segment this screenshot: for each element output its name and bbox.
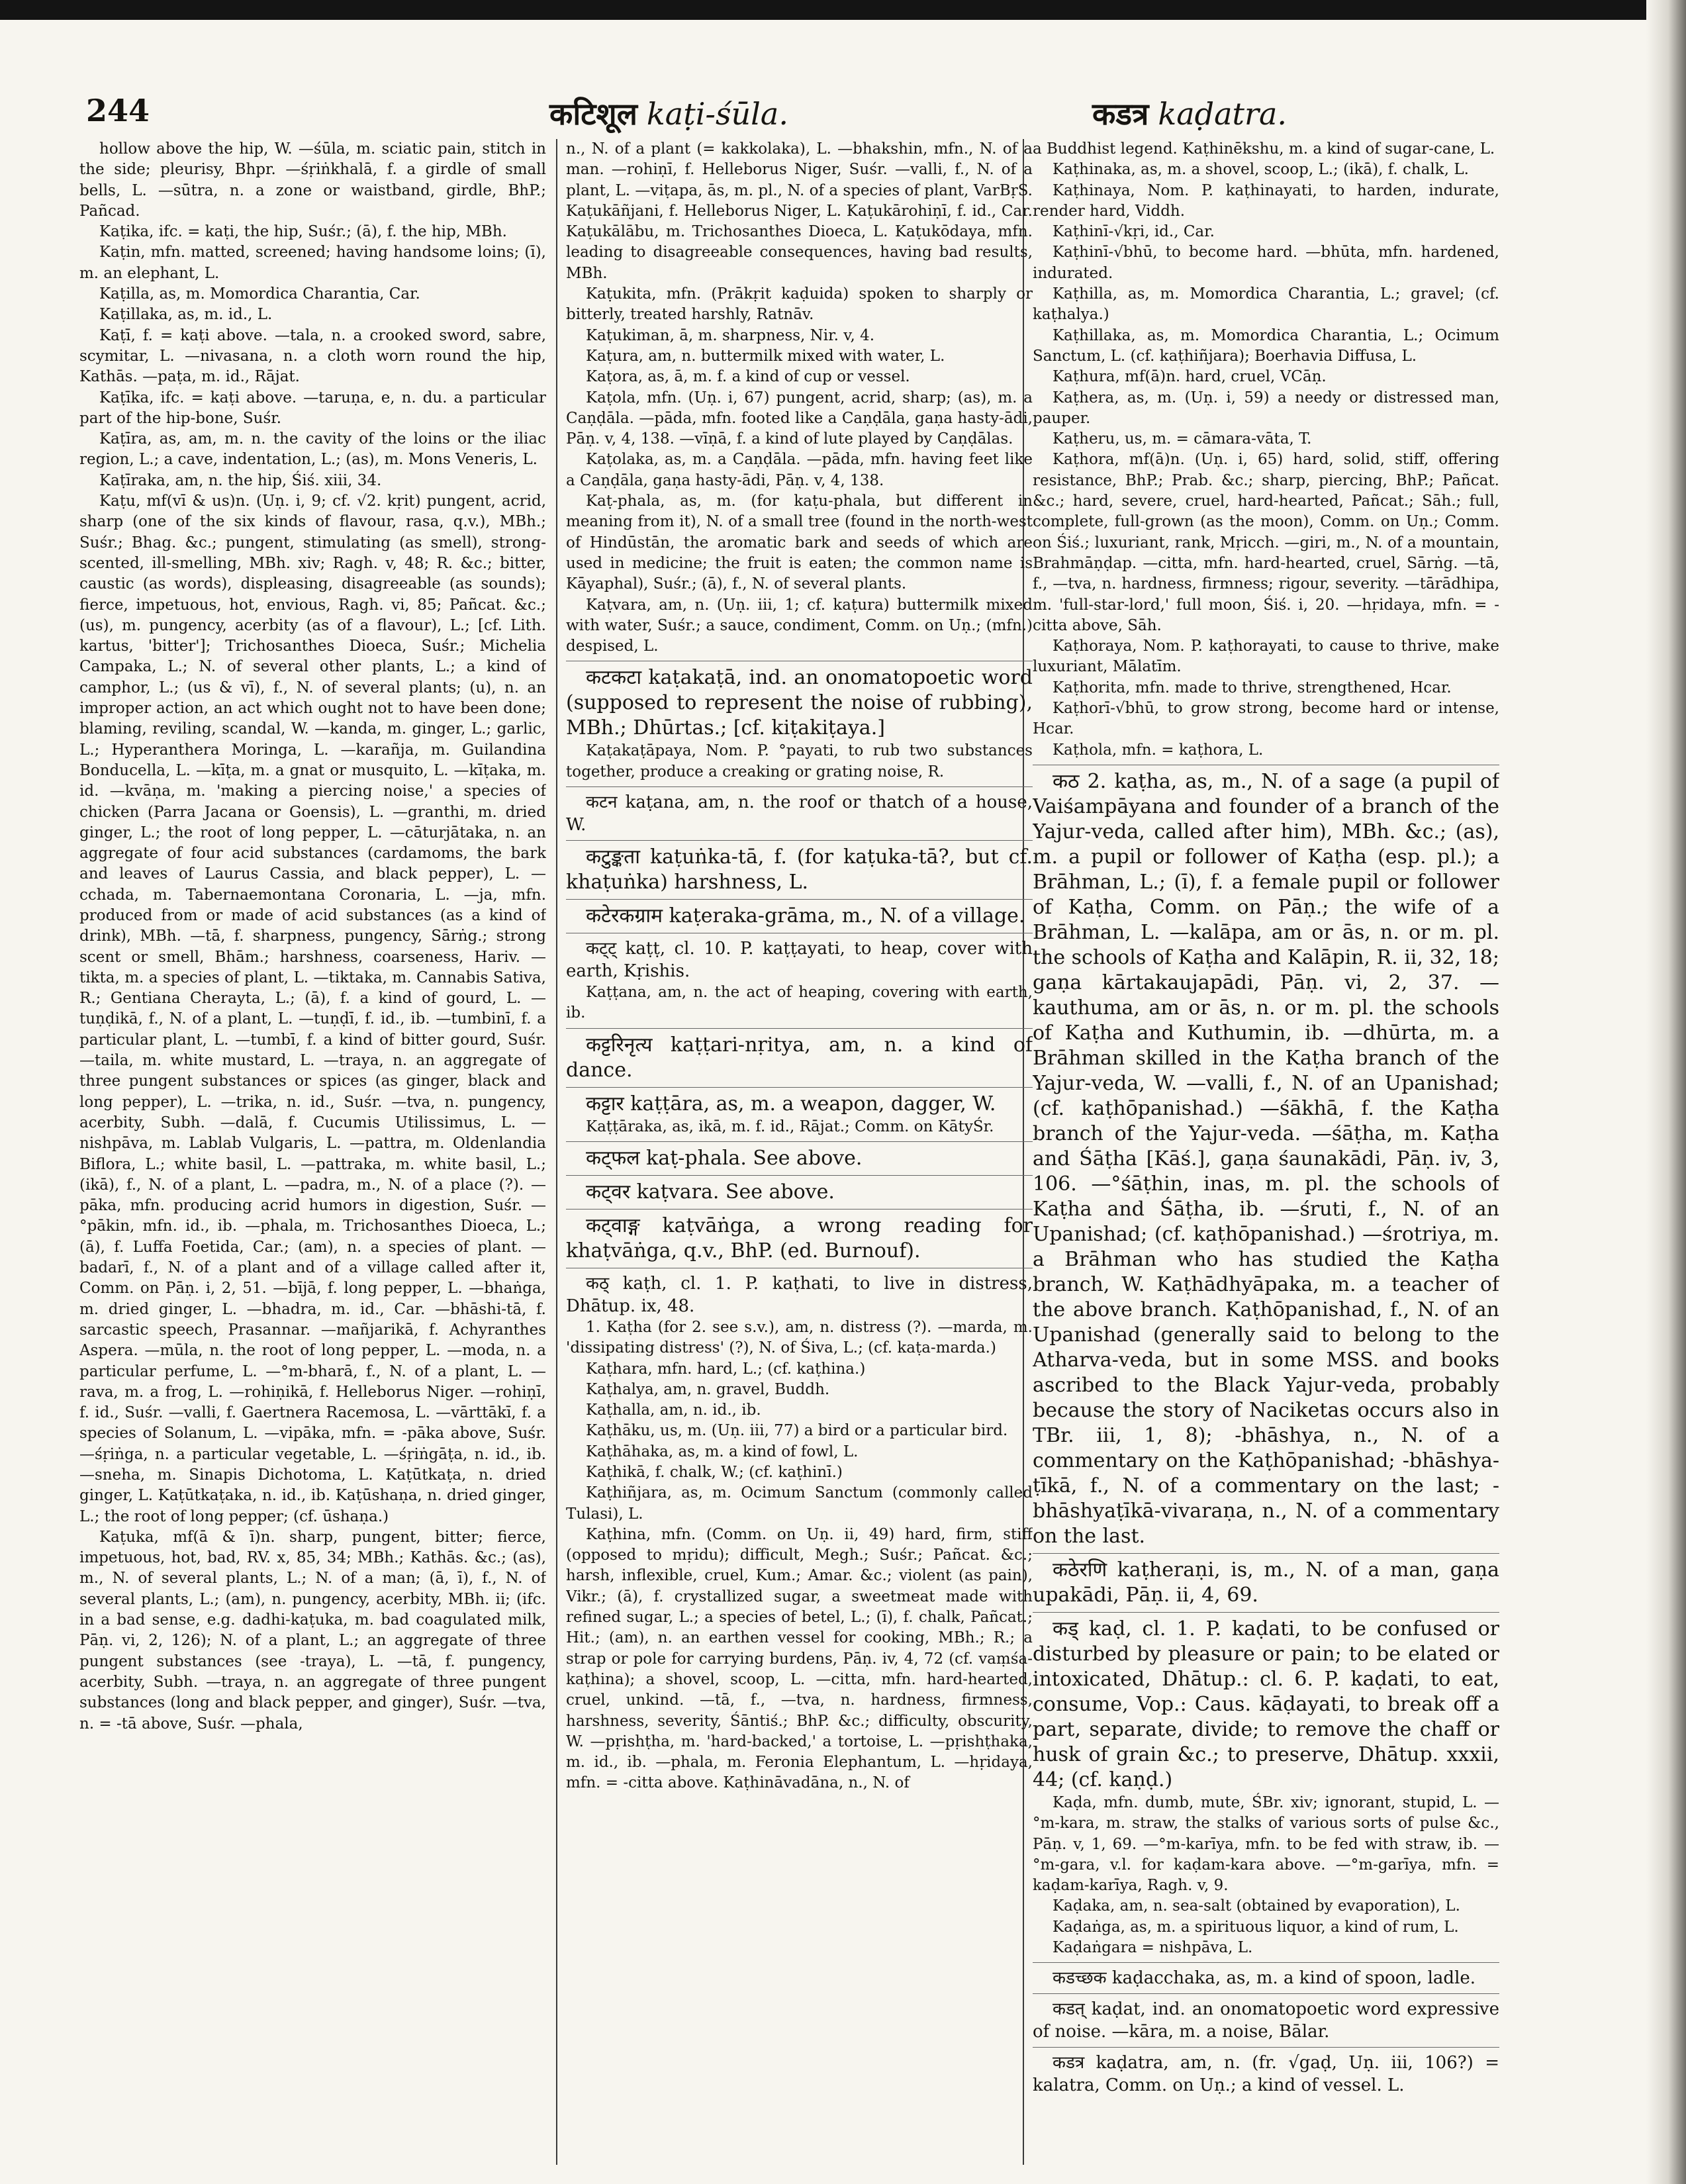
dictionary-entry: Kaṭhillaka, as, m. Momordica Charantia, L.; Ocimum Sanctum, L. (cf. kaṭhiñjara); Boerhavia Diffusa, L. <box>1033 326 1499 365</box>
dictionary-entry: a Buddhist legend. Kaṭhinēkshu, m. a kind of sugar-cane, L. <box>1033 140 1495 158</box>
dictionary-entry: कडत् kaḍat, ind. an onomatopoetic word expressive of noise. —kāra, m. a noise, Bālar. <box>1033 1993 1499 2043</box>
top-scan-border <box>0 0 1686 20</box>
dictionary-entry: कट्टार kaṭṭāra, as, m. a weapon, dagger, W. <box>566 1087 1033 1117</box>
dictionary-entry: Kaṭhinī-√bhū, to become hard. —bhūta, mfn. hardened, indurated. <box>1033 244 1499 282</box>
dictionary-entry: Kaṭolaka, as, m. a Caṇḍāla. —pāda, mfn. having feet like a Caṇḍāla, gaṇa hasty-ādi, Pāṇ. v, 4, 138. <box>566 451 1033 489</box>
dictionary-entry: Kaṭhorita, mfn. made to thrive, strengthened, Hcar. <box>1053 679 1452 696</box>
dictionary-entry: Kaṭhera, as, m. (Uṇ. i, 59) a needy or distressed man, pauper. <box>1033 389 1499 427</box>
dictionary-entry: Kaḍa, mfn. dumb, mute, ŚBr. xiv; ignorant, stupid, L. —°m-kara, m. straw, the stalks of various sorts of pulse &c., Pāṇ. v, 1, 69. —°m-karīya, mfn. to be fed with straw, ib. —°m-gara, v.l. for kaḍam-kara above. —°m-garīya, mfn. = kaḍam-karīya, Ragh. v, 9. <box>1033 1793 1499 1895</box>
dictionary-entry: कडत्र kaḍatra, am, n. (fr. √gaḍ, Uṇ. iii, 106?) = kalatra, Comm. on Uṇ.; a kind of vessel. L. <box>1033 2047 1499 2097</box>
dictionary-entry: कठ् kaṭh, cl. 1. P. kaṭhati, to live in distress, Dhātup. ix, 48. <box>566 1268 1033 1317</box>
dictionary-entry: Kaṭilla, as, m. Momordica Charantia, Car. <box>99 285 420 303</box>
dictionary-entry: Kaṭhalla, am, n. id., ib. <box>586 1401 761 1419</box>
dictionary-entry: Kaṭhinaya, Nom. P. kaṭhinayati, to harden, indurate, render hard, Viddh. <box>1033 181 1499 220</box>
dictionary-entry: Kaṭhilla, as, m. Momordica Charantia, L.; gravel; (cf. kaṭhalya.) <box>1033 285 1499 324</box>
dictionary-entry: Kaṭhara, mfn. hard, L.; (cf. kaṭhina.) <box>586 1360 866 1378</box>
dictionary-entry: Kaṭhina, mfn. (Comm. on Uṇ. ii, 49) hard, firm, stiff (opposed to mṛidu); difficult, Megh.; Suśr.; Pañcat. &c.; harsh, inflexible, cruel, Kum.; Amar. &c.; violent (as pain), Vikr.; (ā), f. crystallized sugar, a sweetmeat made with refined sugar, L.; a species of betel, L.; (ī), f. chalk, Pañcat.; Hit.; (am), n. an earthen vessel for cooking, MBh.; R.; a strap or pole for carrying burdens, Pāṇ. iv, 4, 72 (cf. vaṃśa-kaṭhina); a shovel, scoop, L. —citta, mfn. hard-hearted, cruel, unkind. —tā, f., —tva, n. hardness, firmness, harshness, severity, Śāntiś.; BhP. &c.; difficulty, obscurity, W. —pṛishṭha, m. 'hard-backed,' a tortoise, L. —pṛishṭhaka, m. id., ib. —phala, m. Feronia Elephantum, L. —hṛidaya, mfn. = -citta above. Kaṭhināvadāna, n., N. of <box>566 1525 1033 1792</box>
left-running-head <box>549 93 788 134</box>
right-running-head-translit: kaḍatra. <box>1158 96 1288 132</box>
dictionary-entry: Kaṭin, mfn. matted, screened; having handsome loins; (ī), m. an elephant, L. <box>79 244 546 282</box>
dictionary-entry: Kaṭvara, am, n. (Uṇ. iii, 1; cf. kaṭura) buttermilk mixed with water, Suśr.; a sauce, condiment, Comm. on Uṇ.; (mfn.) despised, L. <box>566 596 1033 655</box>
dictionary-entry: Kaṭuka, mf(ā & ī)n. sharp, pungent, bitter; fierce, impetuous, hot, bad, RV. x, 85, 34; MBh.; Kathās. &c.; (as), m., N. of several plants, L.; N. of a man; (ā, ī), f., N. of several plants, L.; (am), n. pungency, acerbity, MBh. ii; (ifc. in a bad sense, e.g. dadhi-kaṭuka, m. bad coagulated milk, Pāṇ. vi, 2, 126); N. of a plant, L.; an aggregate of three pungent substances (see -traya), L. —tā, f. pungency, acerbity, Subh. —traya, n. an aggregate of three pungent substances (long and black pepper, and ginger), Suśr. —tva, n. = -tā above, Suśr. —phala, <box>79 1528 546 1733</box>
dictionary-entry: Kaṭhāku, us, m. (Uṇ. iii, 77) a bird or a particular bird. <box>586 1422 1008 1440</box>
column-2 <box>566 139 1033 2165</box>
dictionary-entry: Kaṭhikā, f. chalk, W.; (cf. kaṭhinī.) <box>586 1463 843 1481</box>
dictionary-entry: कड् kaḍ, cl. 1. P. kaḍati, to be confused or disturbed by pleasure or pain; to be elated or intoxicated, Dhātup.: cl. 6. P. kaḍati, to eat, consume, Vop.: Caus. kāḍayati, to break off a part, separate, divide; to remove the chaff or husk of grain &c.; to preserve, Dhātup. xxxii, 44; (cf. kaṇḍ.) <box>1033 1612 1499 1793</box>
dictionary-entry: कट्वाङ्ग kaṭvāṅga, a wrong reading for khaṭvāṅga, q.v., BhP. (ed. Burnouf). <box>566 1209 1033 1264</box>
dictionary-entry: n., N. of a plant (= kakkolaka), L. —bhakshin, mfn., N. of a man. —rohiṇī, f. Helleborus Niger, Suśr. —valli, f., N. of a plant, L. —viṭapa, ās, m. pl., N. of a species of plant, VarBṛS. Kaṭukāñjani, f. Helleborus Niger, L. Kaṭukārohiṇī, f. id., Car. Kaṭukālābu, m. Trichosanthes Dioeca, L. Kaṭukōdaya, mfn. leading to disagreeable consequences, having bad results, MBh. <box>566 140 1033 282</box>
dictionary-entry: Kaṭhāhaka, as, m. a kind of fowl, L. <box>586 1443 859 1460</box>
dictionary-entry: Kaṭora, as, ā, m. f. a kind of cup or vessel. <box>586 368 910 386</box>
dictionary-entry: Kaṭukita, mfn. (Prākṛit kaḍuida) spoken to sharply or bitterly, treated harshly, Ratnāv. <box>566 285 1033 324</box>
dictionary-entry: hollow above the hip, W. —śūla, m. sciatic pain, stitch in the side; pleurisy, Bhpr. —śṛiṅkhalā, f. a girdle of small bells, L. —sūtra, n. a zone or waistband, girdle, BhP.; Pañcad. <box>79 140 546 220</box>
dictionary-entry: Kaṭhoraya, Nom. P. kaṭhorayati, to cause to thrive, make luxuriant, Mālatīm. <box>1033 638 1499 676</box>
dictionary-entry: कटकटा kaṭakaṭā, ind. an onomatopoetic word (supposed to represent the noise of rubbing), MBh.; Dhūrtas.; [cf. kiṭakiṭaya.] <box>566 661 1033 741</box>
dictionary-entry: Kaṭura, am, n. buttermilk mixed with water, L. <box>586 347 945 365</box>
dictionary-entry: Kaṭhora, mf(ā)n. (Uṇ. i, 65) hard, solid, stiff, offering resistance, BhP.; Prab. &c.; sharp, piercing, BhP.; Pañcat. &c.; hard, severe, cruel, hard-hearted, Pañcat.; Sāh.; full, complete, full-grown (as the moon), Comm. on Uṇ.; Comm. on Śiś.; luxuriant, rank, Mṛicch. —giri, m., N. of a mountain, Brahmāṇḍap. —citta, mfn. hard-hearted, cruel, Sārṅg. —tā, f., —tva, n. hardness, firmness; rigour, severity. —tārādhipa, m. 'full-star-lord,' full moon, Śiś. i, 20. —hṛidaya, mfn. = -citta above, Sāh. <box>1033 451 1499 634</box>
dictionary-entry: Kaṭhinī-√kṛi, id., Car. <box>1053 223 1215 241</box>
dictionary-entry: कट्वर kaṭvara. See above. <box>566 1175 1033 1205</box>
dictionary-entry: Kaṭheru, us, m. = cāmara-vāta, T. <box>1053 430 1312 448</box>
column-3 <box>1033 139 1499 2165</box>
dictionary-entry: कठेरणि kaṭheraṇi, is, m., N. of a man, gaṇa upakādi, Pāṇ. ii, 4, 69. <box>1033 1553 1499 1608</box>
column-divider-1 <box>556 139 557 2165</box>
dictionary-entry: Kaḍaṅgara = nishpāva, L. <box>1053 1938 1253 1956</box>
dictionary-entry: कट्टरिनृत्य kaṭṭari-nṛitya, am, n. a kind of dance. <box>566 1028 1033 1083</box>
dictionary-entry: कटन kaṭana, am, n. the roof or thatch of a house, W. <box>566 786 1033 836</box>
dictionary-entry: Kaḍaṅga, as, m. a spirituous liquor, a kind of rum, L. <box>1053 1918 1459 1936</box>
left-running-head-devanagari: कटिशूल <box>549 96 637 132</box>
dictionary-entry: Kaṭakaṭāpaya, Nom. P. °payati, to rub two substances together, produce a creaking or grating noise, R. <box>566 742 1033 781</box>
dictionary-entry: कट्ट् kaṭṭ, cl. 10. P. kaṭṭayati, to heap, cover with earth, Kṛishis. <box>566 933 1033 982</box>
dictionary-entry: Kaṭola, mfn. (Uṇ. i, 67) pungent, acrid, sharp; (as), m. a Caṇḍāla. —pāda, mfn. footed like a Caṇḍāla, gaṇa hasty-ādi, Pāṇ. v, 4, 138. —vīṇā, f. a kind of lute played by Caṇḍālas. <box>566 389 1033 448</box>
page-number: 244 <box>86 93 150 128</box>
dictionary-entry: Kaṭika, ifc. = kaṭi, the hip, Suśr.; (ā), f. the hip, MBh. <box>99 223 507 241</box>
dictionary-entry: Kaḍaka, am, n. sea-salt (obtained by evaporation), L. <box>1053 1897 1460 1915</box>
dictionary-entry: Kaṭhiñjara, as, m. Ocimum Sanctum (commonly called Tulasi), L. <box>566 1484 1033 1523</box>
dictionary-entry: Kaṭhura, mf(ā)n. hard, cruel, VCāṇ. <box>1053 368 1327 386</box>
dictionary-entry: Kaṭhinaka, as, m. a shovel, scoop, L.; (ikā), f. chalk, L. <box>1053 161 1469 179</box>
dictionary-entry: Kaṭhola, mfn. = kaṭhora, L. <box>1053 741 1264 759</box>
dictionary-entry: Kaṭu, mf(vī & us)n. (Uṇ. i, 9; cf. √2. kṛit) pungent, acrid, sharp (one of the six kinds of flavour, rasa, q.v.), MBh.; Suśr.; Bhag. &c.; pungent, stimulating (as smell), strong-scented, ill-smelling, MBh. xiv; Ragh. v, 48; R. &c.; bitter, caustic (as words), displeasing, disagreeable (as sounds); fierce, impetuous, hot, envious, Ragh. vi, 85; Pañcat. &c.; (us), m. pungency, acerbity (as of a flavour), L.; [cf. Lith. kartus, 'bitter']; Trichosanthes Dioeca, Suśr.; Michelia Campaka, L.; N. of several other plants, L.; a kind of camphor, L.; (us & vī), f., N. of several plants; (u), n. an improper action, an act which ought not to have been done; blaming, reviling, scandal, W. —kanda, m. ginger, L.; garlic, L.; Hyperanthera Moringa, L. —karañja, m. Guilandina Bonducella, L. —kīṭa, m. a gnat or musquito, L. —kīṭaka, m. id. —kvāṇa, m. 'making a piercing noise,' a species of chicken (Parra Jacana or Goensis), L. —granthi, m. dried ginger, L.; the root of long pepper, L. —cāturjātaka, n. an aggregate of four acid substances (cardamoms, the bark and leaves of Laurus Cassia, and black pepper), L. —cchada, m. Tabernaemontana Coronaria, L. —ja, mfn. produced from or made of acid substances (as a kind of drink), MBh. —tā, f. sharpness, pungency, Sārṅg.; strong scent or smell, Bhām.; harshness, coarseness, Hariv. —tikta, m. a species of plant, L. —tiktaka, m. Cannabis Sativa, R.; Gentiana Cherayta, L.; (ā), f. a kind of gourd, L. —tuṇḍikā, f., N. of a plant, L. —tuṇḍī, f. id., ib. —tumbinī, f. a particular plant, L. —tumbī, f. a kind of bitter gourd, Suśr. —taila, m. white mustard, L. —traya, n. an aggregate of three pungent substances or spices (as ginger, black and long pepper), L. —trika, n. id., Suśr. —tva, n. pungency, acerbity, Subh. —dalā, f. Cucumis Utilissimus, L. —nishpāva, m. Lablab Vulgaris, L. —pattra, m. Oldenlandia Biflora, L.; white basil, L. —pattraka, m. white basil, L.; (ikā), f., N. of a plant, L. —padra, m., N. of a place (?). —pāka, mfn. producing acrid humors in digestion, Suśr. —°pākin, mfn. id., ib. —phala, m. Trichosanthes Dioeca, L.; (ā), f. Luffa Foetida, Car.; (am), n. a species of plant. —badarī, f., N. of a plant and of a village called after it, Comm. on Pāṇ. i, 2, 51. —bījā, f. long pepper, L. —bhaṅga, m. dried ginger, L. —bhadra, m. id., Car. —bhāshi-tā, f. sarcastic speech, Prasannar. —mañjarikā, f. Achyranthes Aspera. —mūla, n. the root of long pepper, L. —moda, n. a particular perfume, L. —°m-bharā, f., N. of a plant, L. —rava, m. a frog, L. —rohiṇikā, f. Helleborus Niger. —rohiṇī, f. id., Suśr. —valli, f. Gaertnera Racemosa, L. —vārttākī, f. a species of Solanum, L. —vipāka, mfn. = -pāka above, Suśr. —śṛiṅga, n. a particular vegetable, L. —śṛiṅgāṭa, n. id., ib. —sneha, m. Sinapis Dichotoma, L. Kaṭūtkaṭa, n. dried ginger, L. Kaṭūtkaṭaka, n. id., ib. Kaṭūshaṇa, n. dried ginger, L.; the root of long pepper; (cf. ūshaṇa.) <box>79 493 546 1525</box>
dictionary-entry: Kaṭhorī-√bhū, to grow strong, become hard or intense, Hcar. <box>1033 700 1499 738</box>
dictionary-entry: Kaṭhalya, am, n. gravel, Buddh. <box>586 1380 830 1398</box>
dictionary-entry: Kaṭīka, ifc. = kaṭi above. —taruṇa, e, n. du. a particular part of the hip-bone, Suśr. <box>79 389 546 427</box>
column-1 <box>79 139 546 2165</box>
page-header <box>86 93 1609 139</box>
dictionary-entry: कट्फल kaṭ-phala. See above. <box>566 1141 1033 1171</box>
dictionary-entry: Kaṭukiman, ā, m. sharpness, Nir. v, 4. <box>586 326 875 344</box>
dictionary-entry: Kaṭṭana, am, n. the act of heaping, covering with earth, ib. <box>566 984 1033 1022</box>
dictionary-entry: Kaṭillaka, as, m. id., L. <box>99 306 273 324</box>
dictionary-entry: 1. Kaṭha (for 2. see s.v.), am, n. distress (?). —marda, m. 'dissipating distress' (?), N. of Śiva, L.; (cf. kaṭa-marda.) <box>566 1318 1033 1357</box>
left-running-head-translit: kaṭi-śūla. <box>646 96 788 132</box>
dictionary-entry: Kaṭī, f. = kaṭi above. —tala, n. a crooked sword, sabre, scymitar, L. —nivasana, n. a cloth worn round the hip, Kathās. —paṭa, m. id., Rājat. <box>79 326 546 386</box>
dictionary-entry: Kaṭṭāraka, as, ikā, m. f. id., Rājat.; Comm. on KātyŚr. <box>586 1117 994 1135</box>
dictionary-entry: कडच्छक kaḍacchaka, as, m. a kind of spoon, ladle. <box>1033 1962 1499 1989</box>
dictionary-entry: कटेरकग्राम kaṭeraka-grāma, m., N. of a village. <box>566 899 1033 929</box>
right-running-head-devanagari: कडत्र <box>1092 96 1149 132</box>
dictionary-entry: कठ 2. kaṭha, as, m., N. of a sage (a pupil of Vaiśampāyana and founder of a branch of the Yajur-veda, called after him), MBh. &c.; (as), m. a pupil or follower of Kaṭha (esp. pl.); a Brāhman, L.; (ī), f. a female pupil or follower of Kaṭha, Comm. on Pāṇ.; the wife of a Brāhman, L. —kalāpa, am or ās, n. or m. pl. the schools of Kaṭha and Kalāpin, R. ii, 32, 18; gaṇa kārtakaujapādi, Pāṇ. vi, 2, 37. —kauthuma, am or ās, n. or m. pl. the schools of Kaṭha and Kuthumin, ib. —dhūrta, m. a Brāhman skilled in the Kaṭha branch of the Yajur-veda, W. —valli, f., N. of an Upanishad; (cf. kaṭhōpanishad.) —śākhā, f. the Kaṭha branch of the Yajur-veda. —śāṭha, m. Kaṭha and Śāṭha [Kāś.], gaṇa śaunakādi, Pāṇ. iv, 3, 106. —°śāṭhin, inas, m. pl. the schools of Kaṭha and Śāṭha, ib. —śruti, f., N. of an Upanishad; (cf. kaṭhōpanishad.) —śrotriya, m. a Brāhman who has studied the Kaṭha branch, W. Kaṭhādhyāpaka, m. a teacher of the above branch. Kaṭhōpanishad, f., N. of an Upanishad (generally said to belong to the Atharva-veda, but in some MSS. and books ascribed to the Black Yajur-veda, probably because the story of Naciketas occurs also in TBr. iii, 1, 8); -bhāshya, n., N. of a commentary on the Kaṭhōpanishad; -bhāshya-ṭīkā, f., N. of a commentary on the last; -bhāshyaṭīkā-vivaraṇa, n., N. of a commentary on the last. <box>1033 765 1499 1549</box>
dictionary-entry: Kaṭīra, as, am, m. n. the cavity of the loins or the iliac region, L.; a cave, indentation, L.; (as), m. Mons Veneris, L. <box>79 430 546 469</box>
dictionary-entry: कटुङ्कता kaṭuṅka-tā, f. (for kaṭuka-tā?, but cf. khaṭuṅka) harshness, L. <box>566 840 1033 895</box>
dictionary-entry: Kaṭ-phala, as, m. (for kaṭu-phala, but different in meaning from it), N. of a small tree (found in the north-west of Hindūstān, the aromatic bark and seeds of which are used in medicine; the fruit is eaten; the common name is Kāyaphal), Suśr.; (ā), f., N. of several plants. <box>566 493 1033 593</box>
right-running-head <box>1092 93 1287 134</box>
dictionary-entry: Kaṭīraka, am, n. the hip, Śiś. xiii, 34. <box>99 471 382 489</box>
page-edge-shadow <box>1646 0 1686 2184</box>
